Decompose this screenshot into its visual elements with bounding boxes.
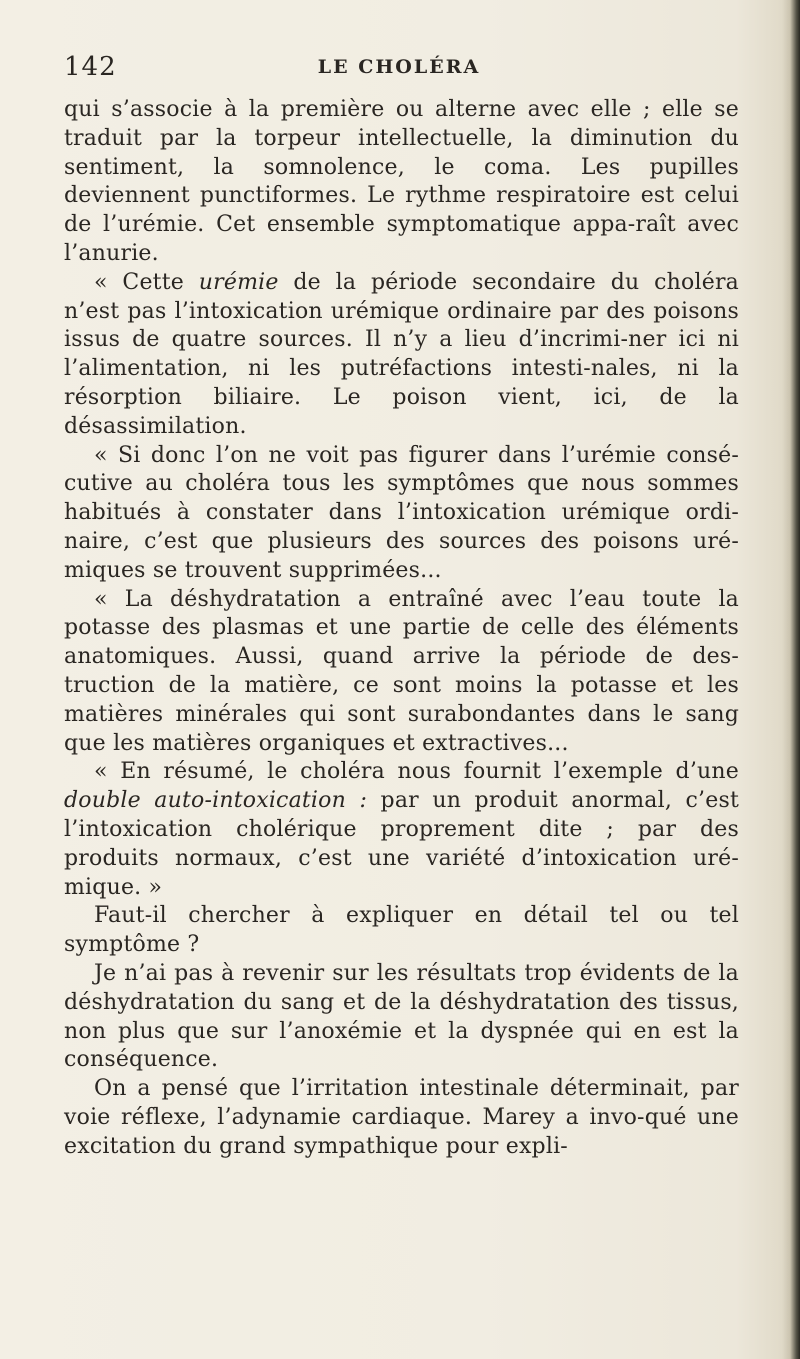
paragraph-4: « La déshydratation a entraîné avec l’eau toute la potasse des plasmas et une partie de celle des éléments anatomiques. Aussi, quand arrive la période de des-truction de la matière, ce sont moins la potasse et les matières minérales qui sont surabondantes dans le sang que les matières organiques et extractives... (64, 586, 739, 756)
paragraph-2-end: de la période secondaire du choléra n’est pas l’intoxication urémique ordinaire par des poisons issus de quatre sources. Il n’y a lieu d’incrimi-ner ici ni l’alimentation, ni les putréfactions intesti-nales, ni la résorption biliaire. Le poison vient, ici, de la désassimilation. (64, 269, 739, 439)
paragraph-2-start: « Cette (94, 269, 199, 295)
paragraph-5-start: « En résumé, le choléra nous fournit l’exemple d’une (94, 759, 739, 785)
paragraph-2 (64, 269, 739, 442)
paragraph-3: « Si donc l’on ne voit pas figurer dans l’urémie consé-cutive au choléra tous les symptômes que nous sommes habitués à constater dans l’intoxication urémique ordi-naire, c’est que plusieurs des sources des poisons uré-miques se trouvent supprimées... (64, 442, 739, 583)
paragraph-7: Je n’ai pas à revenir sur les résultats trop évidents de la déshydratation du sang et de la déshydratation des tissus, non plus que sur l’anoxémie et la dyspnée qui en est la conséquence. (64, 960, 739, 1073)
paragraph-2-italic: urémie (198, 269, 279, 295)
running-head (64, 52, 734, 88)
paragraph-5-end: par un produit anormal, c’est l’intoxication cholérique proprement dite ; par des produits normaux, c’est une variété d’intoxication uré-mique. » (64, 788, 739, 900)
paragraph-8: On a pensé que l’irritation intestinale déterminait, par voie réflexe, l’adynamie cardiaque. Marey a invo-qué une excitation du grand sympathique pour expli- (64, 1076, 739, 1159)
text-body (64, 96, 739, 1161)
page-edge-shadow (782, 0, 800, 1359)
paragraph-5-italic: double auto-intoxication : (64, 788, 368, 814)
paragraph-6: Faut-il chercher à expliquer en détail tel ou tel symptôme ? (64, 903, 739, 958)
paragraph-1: qui s’associe à la première ou alterne avec elle ; elle se traduit par la torpeur intellectuelle, la diminution du sentiment, la somnolence, le coma. Les pupilles deviennent punctiformes. Le rythme respiratoire est celui de l’urémie. Cet ensemble symptomatique appa-raît avec l’anurie. (64, 97, 739, 266)
running-title: LE CHOLÉRA (317, 56, 481, 78)
page-number: 142 (64, 52, 117, 82)
paragraph-5 (64, 758, 739, 902)
